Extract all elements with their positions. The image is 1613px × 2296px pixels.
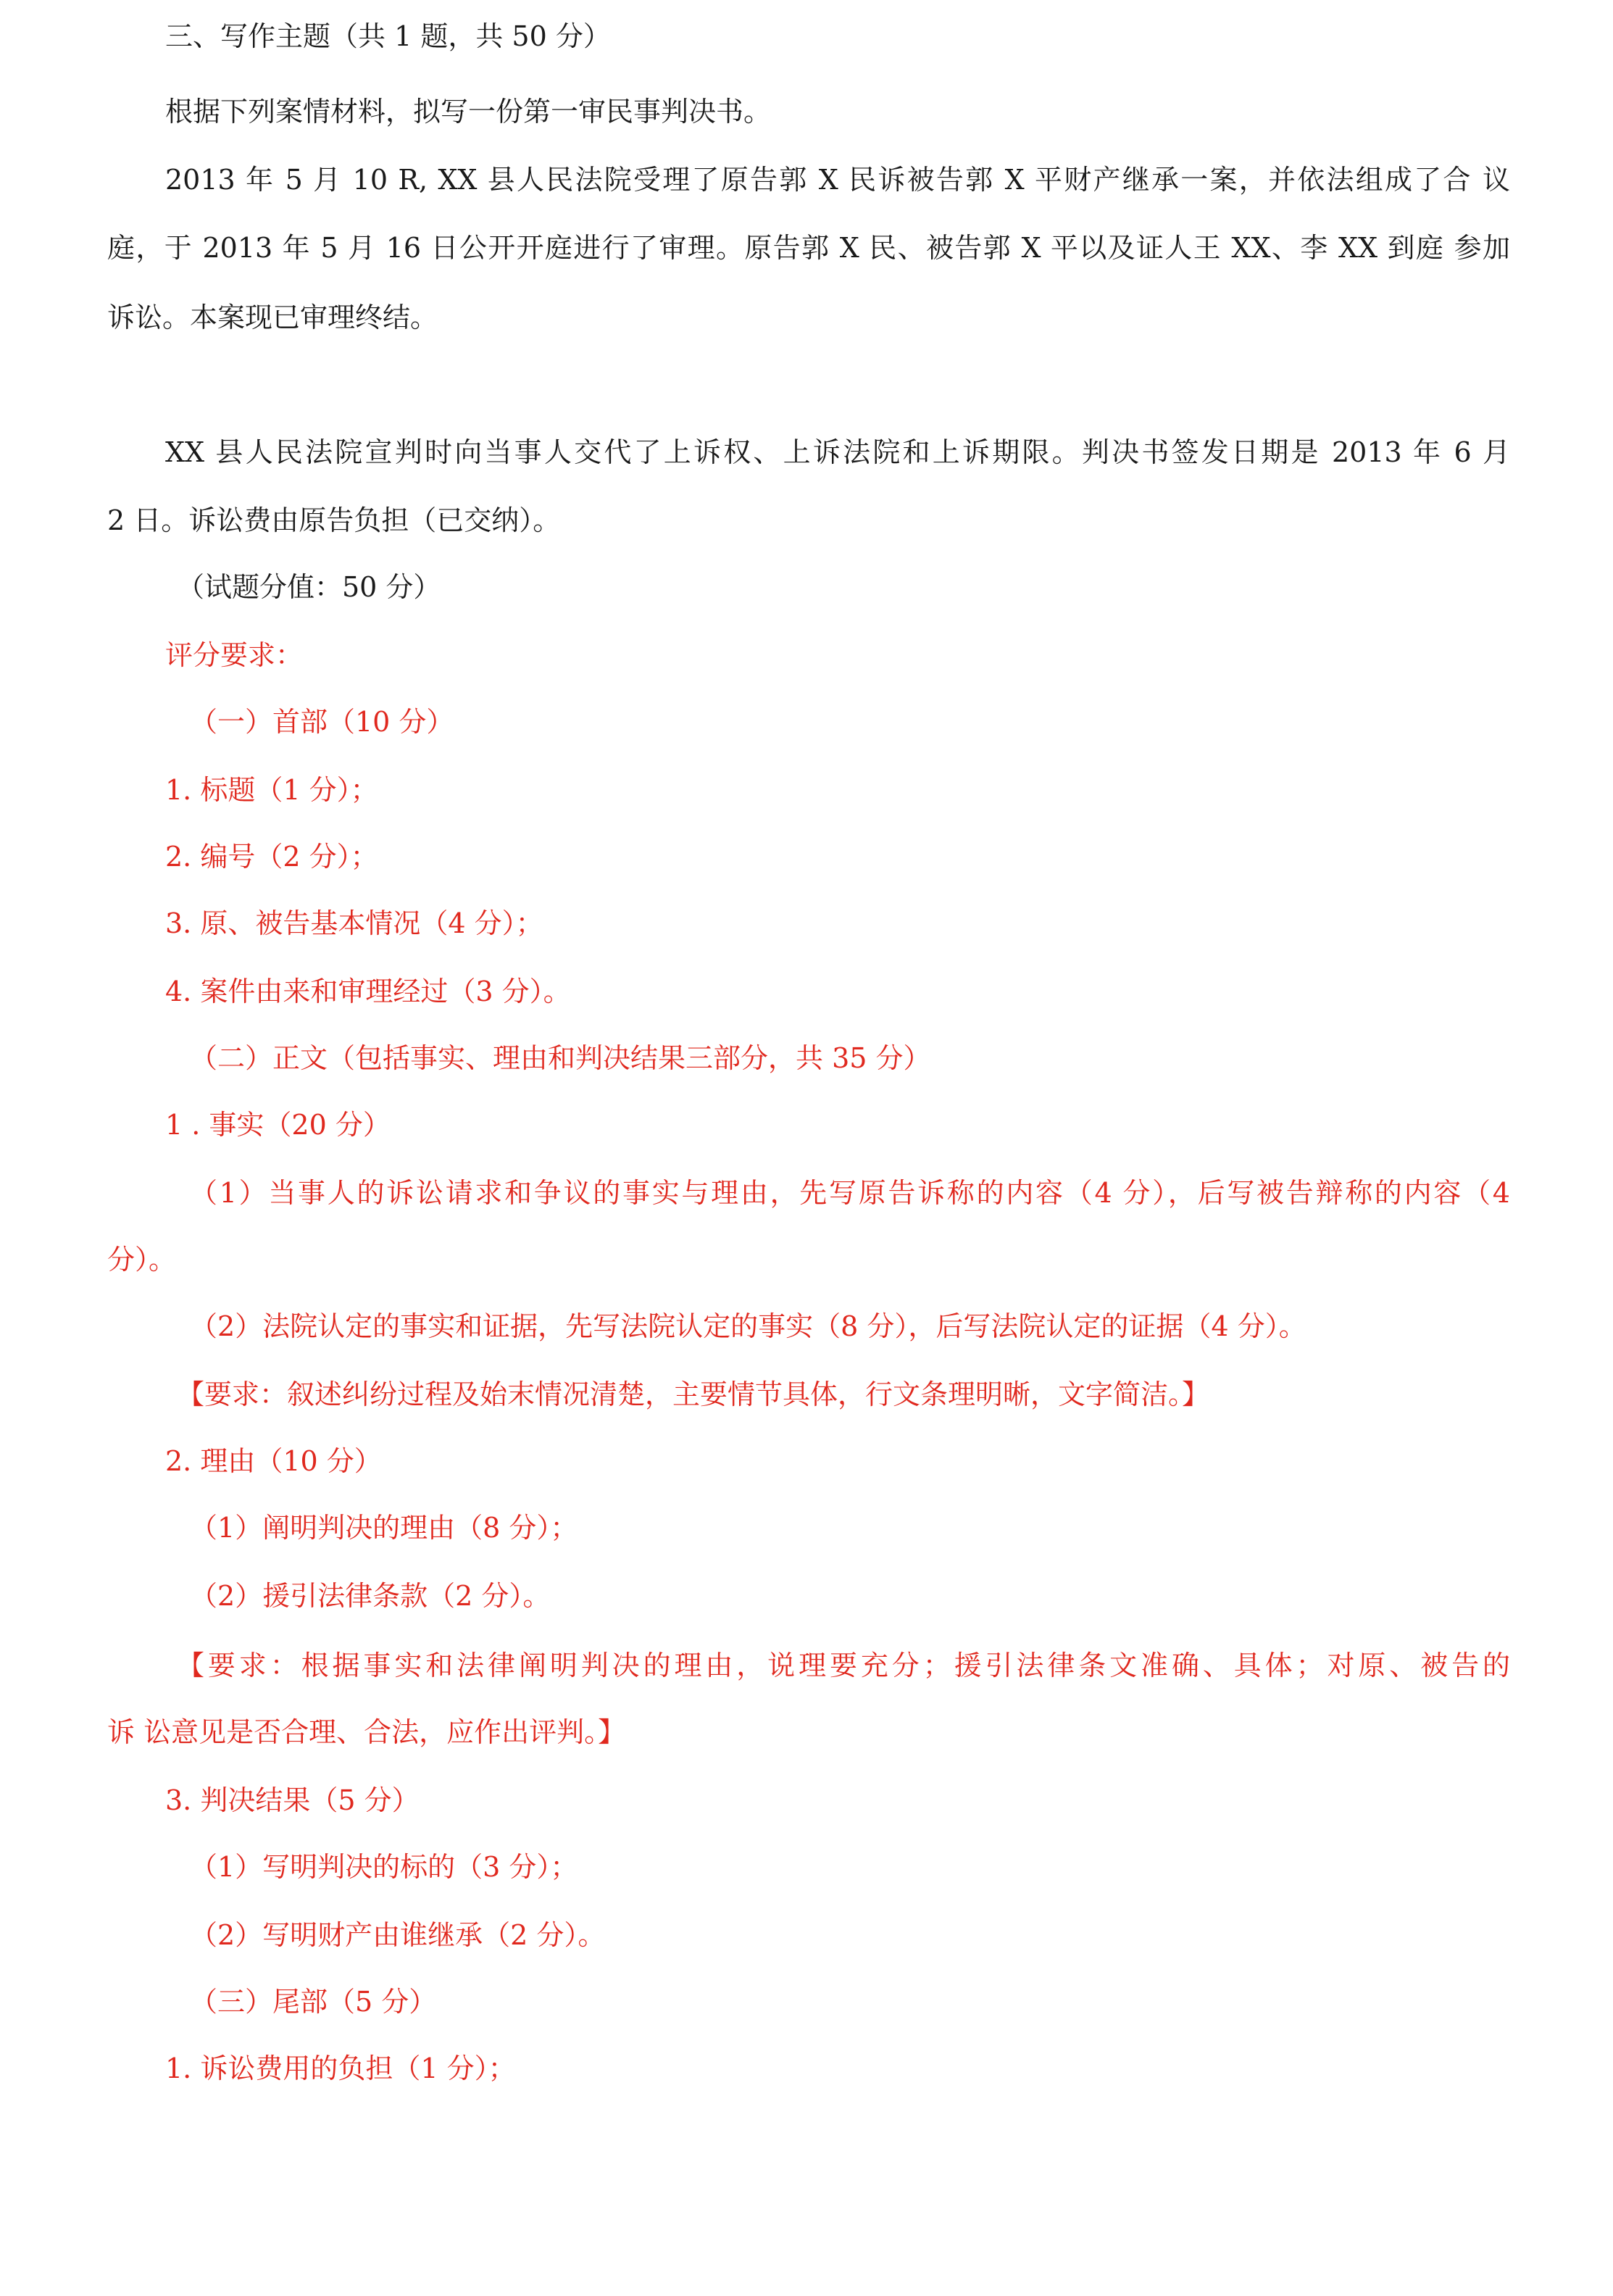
result-title: 3. 判决结果（5 分） bbox=[165, 1784, 420, 1816]
facts-item1-line-1: （1）当事人的诉讼请求和争议的事实与理由，先写原告诉称的内容（4 分），后写被告辩称的内容（4 bbox=[190, 1177, 1510, 1209]
instruction-text: 根据下列案情材料，拟写一份第一审民事判决书。 bbox=[165, 96, 772, 128]
part2-title: （二）正文（包括事实、理由和判决结果三部分，共 35 分） bbox=[190, 1042, 931, 1074]
reason-title: 2. 理由（10 分） bbox=[165, 1445, 382, 1477]
part1-item: 4. 案件由来和审理经过（3 分）。 bbox=[165, 976, 571, 1007]
part1-title: （一）首部（10 分） bbox=[190, 706, 454, 738]
case-paragraph-line-1: 2013 年 5 月 10 R, XX 县人民法院受理了原告郭 X 民诉被告郭 X 平财产继承一案，并依法组成了合 议 bbox=[165, 164, 1510, 196]
verdict-paragraph-line-2: 2 日。诉讼费由原告负担（已交纳）。 bbox=[107, 504, 561, 536]
part1-item: 3. 原、被告基本情况（4 分）； bbox=[165, 907, 543, 939]
facts-title: 1 . 事实（20 分） bbox=[165, 1109, 391, 1141]
reason-requirement-line-2: 诉 讼意见是否合理、合法，应作出评判。】 bbox=[107, 1716, 626, 1748]
reason-requirement-line-1: 【要求：根据事实和法律阐明判决的理由，说理要充分；援引法律条文准确、具体；对原、被告的 bbox=[177, 1650, 1510, 1681]
reason-item: （2）援引法律条款（2 分）。 bbox=[190, 1580, 551, 1612]
verdict-paragraph-line-1: XX 县人民法院宣判时向当事人交代了上诉权、上诉法院和上诉期限。判决书签发日期是 2013 年 6 月 bbox=[165, 436, 1510, 468]
grading-heading: 评分要求： bbox=[165, 639, 304, 671]
reason-item: （1）阐明判决的理由（8 分）； bbox=[190, 1512, 578, 1544]
case-paragraph-line-3: 诉讼。本案现已审理终结。 bbox=[107, 301, 438, 333]
facts-requirement: 【要求：叙述纠纷过程及始末情况清楚，主要情节具体，行文条理明晰，文字简洁。】 bbox=[177, 1378, 1210, 1410]
part3-item: 1. 诉讼费用的负担（1 分）； bbox=[165, 2052, 516, 2084]
part1-item: 1. 标题（1 分）； bbox=[165, 774, 378, 806]
section-heading: 三、写作主题（共 1 题，共 50 分） bbox=[165, 20, 611, 52]
score-value: （试题分值：50 分） bbox=[177, 571, 441, 603]
facts-item1-line-2: 分）。 bbox=[107, 1244, 177, 1276]
part1-item: 2. 编号（2 分）； bbox=[165, 841, 378, 873]
part3-title: （三）尾部（5 分） bbox=[190, 1986, 437, 2018]
facts-item2: （2）法院认定的事实和证据，先写法院认定的事实（8 分），后写法院认定的证据（4 分）。 bbox=[190, 1310, 1306, 1342]
result-item: （1）写明判决的标的（3 分）； bbox=[190, 1851, 578, 1883]
case-paragraph-line-2: 庭，于 2013 年 5 月 16 日公开开庭进行了审理。原告郭 X 民、被告郭 X 平以及证人王 XX、李 XX 到庭 参加 bbox=[107, 232, 1510, 264]
result-item: （2）写明财产由谁继承（2 分）。 bbox=[190, 1919, 606, 1951]
